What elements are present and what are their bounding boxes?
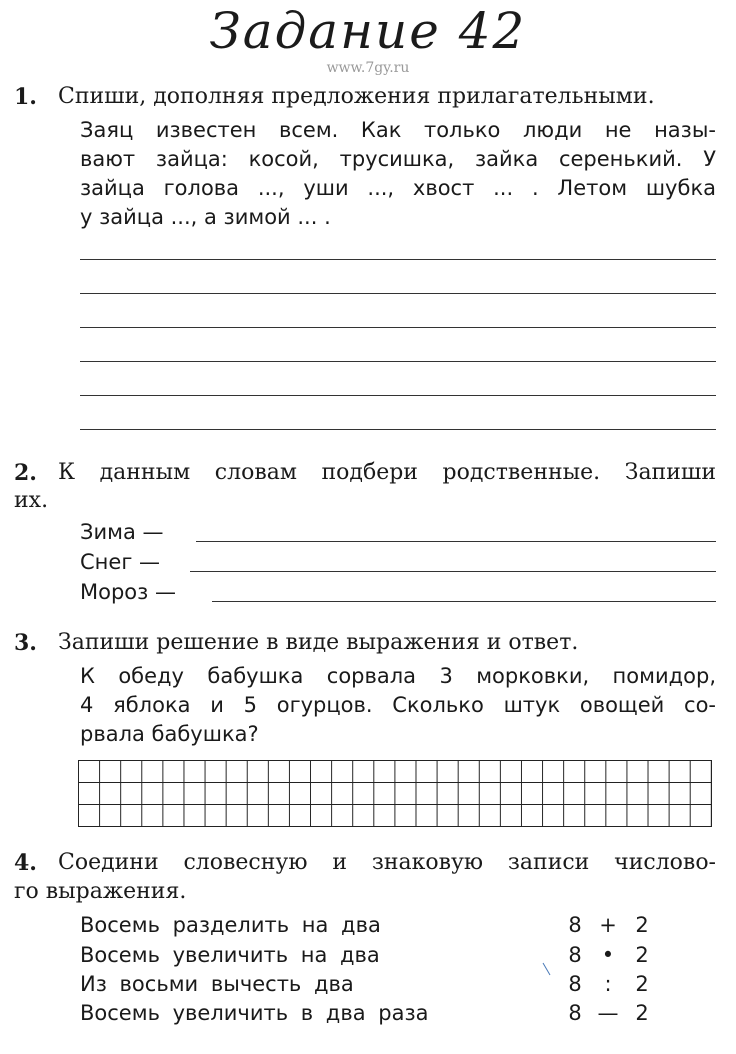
operator-multiply[interactable]: • [601, 943, 615, 967]
verbal-expression[interactable]: Из восьми вычесть два [80, 972, 354, 996]
word-moroz: Мороз — [80, 580, 176, 604]
task-3-number: 3. [14, 630, 37, 656]
task-1-number: 1. [14, 84, 37, 110]
answer-line[interactable] [80, 293, 716, 294]
task-2-heading-cont: их. [14, 488, 49, 513]
page-title: Задание 42 [209, 2, 527, 60]
task-4-number: 4. [14, 850, 37, 876]
answer-line[interactable] [80, 327, 716, 328]
task-1-text-line: вают зайца: косой, трусишка, зайка серенький. У [80, 147, 716, 171]
task-1-text-line: у зайца ..., а зимой ... . [80, 205, 331, 229]
number-right: 2 [635, 1001, 649, 1025]
answer-line-moroz[interactable] [212, 601, 716, 602]
operator-divide[interactable]: : [604, 972, 612, 996]
answer-line-zima[interactable] [196, 541, 716, 542]
answer-grid[interactable] [78, 760, 712, 827]
word-zima: Зима — [80, 520, 164, 544]
verbal-expression[interactable]: Восемь разделить на два [80, 913, 381, 937]
task-1-text-line: зайца голова ..., уши ..., хвост ... . Летом шубка [80, 176, 716, 200]
word-sneg: Снег — [80, 550, 161, 574]
answer-line[interactable] [80, 429, 716, 430]
operator-plus[interactable]: + [599, 913, 617, 937]
task-1-heading: Спиши, дополняя предложения прилагательными. [58, 84, 655, 109]
task-3-text-line: рвала бабушка? [80, 722, 259, 746]
number-right: 2 [635, 913, 649, 937]
number-left: 8 [568, 1001, 582, 1025]
task-2-heading: К данным словам подбери родственные. Запиши [58, 460, 716, 485]
task-4-heading-cont: го выражения. [14, 879, 187, 904]
task-2-number: 2. [14, 460, 37, 486]
operator-minus[interactable]: — [597, 1001, 619, 1025]
task-3-text-line: 4 яблока и 5 огурцов. Сколько штук овощей со- [80, 693, 716, 717]
verbal-expression[interactable]: Восемь увеличить на два [80, 943, 380, 967]
number-right: 2 [635, 972, 649, 996]
task-3-heading: Запиши решение в виде выражения и ответ. [58, 630, 579, 655]
number-left: 8 [568, 972, 582, 996]
answer-line-sneg[interactable] [190, 571, 716, 572]
answer-line[interactable] [80, 259, 716, 260]
answer-line[interactable] [80, 395, 716, 396]
watermark: www.7gy.ru [326, 60, 410, 76]
number-right: 2 [635, 943, 649, 967]
verbal-expression[interactable]: Восемь увеличить в два раза [80, 1001, 429, 1025]
task-3-text-line: К обеду бабушка сорвала 3 морковки, помидор, [80, 664, 716, 688]
number-left: 8 [568, 943, 582, 967]
number-left: 8 [568, 913, 582, 937]
pen-mark [543, 963, 551, 976]
task-1-text-line: Заяц известен всем. Как только люди не назы- [80, 118, 716, 142]
task-4-heading: Соедини словесную и знаковую записи числово- [58, 850, 716, 875]
answer-line[interactable] [80, 361, 716, 362]
